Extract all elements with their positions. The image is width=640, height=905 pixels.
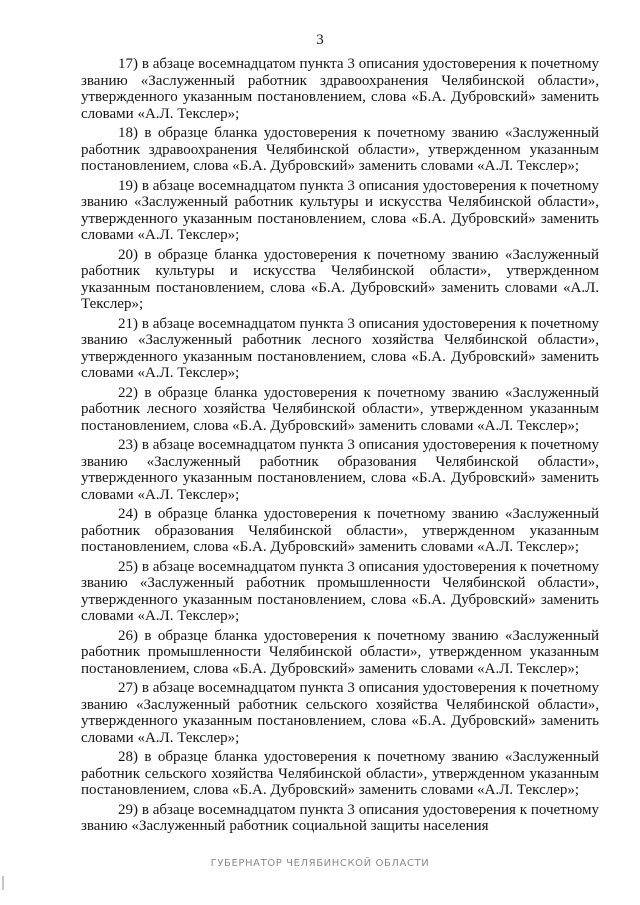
paragraph-19: 19) в абзаце восемнадцатом пункта 3 описания удостоверения к почетному званию «Заслуженный работник культуры и искусства Челябинской области», утвержденного указанным постановлением, слова «Б.А. Дубровский» заменить словами «А.Л. Текслер»; bbox=[81, 177, 599, 243]
paragraph-24: 24) в образце бланка удостоверения к почетному званию «Заслуженный работник образования Челябинской области», утвержденном указанным постановлением, слова «Б.А. Дубровский» заменить словами «А.Л. Текслер»; bbox=[81, 506, 599, 555]
paragraph-17: 17) в абзаце восемнадцатом пункта 3 описания удостоверения к почетному званию «Заслуженный работник здравоохранения Челябинской области», утвержденного указанным постановлением, слова «Б.А. Дубровский» заменить словами «А.Л. Текслер»; bbox=[81, 56, 599, 122]
paragraph-22: 22) в образце бланка удостоверения к почетному званию «Заслуженный работник лесного хозяйства Челябинской области», утвержденном указанным постановлением, слова «Б.А. Дубровский» заменить словами «А.Л. Текслер»; bbox=[81, 384, 599, 434]
paragraph-21: 21) в абзаце восемнадцатом пункта 3 описания удостоверения к почетному званию «Заслуженный работник лесного хозяйства Челябинской области», утвержденного указанным постановлением, слова «Б.А. Дубровский» заменить словами «А.Л. Текслер»; bbox=[81, 315, 599, 381]
paragraph-26: 26) в образце бланка удостоверения к почетному званию «Заслуженный работник промышленности Челябинской области», утвержденном указанным постановлением, слова «Б.А. Дубровский» заменить словами «А.Л. Текслер»; bbox=[81, 627, 599, 677]
paragraph-27: 27) в абзаце восемнадцатом пункта 3 описания удостоверения к почетному званию «Заслуженный работник сельского хозяйства Челябинской области», утвержденного указанным постановлением, слова «Б.А. Дубровский» заменить словами «А.Л. Текслер»; bbox=[81, 680, 599, 746]
paragraph-25: 25) в абзаце восемнадцатом пункта 3 описания удостоверения к почетному званию «Заслуженный работник промышленности Челябинской области», утвержденного указанным постановлением, слова «Б.А. Дубровский» заменить словами «А.Л. Текслер»; bbox=[81, 558, 599, 624]
page-number: 3 bbox=[316, 32, 324, 48]
footer-letterhead: ГУБЕРНАТОР ЧЕЛЯБИНСКОЙ ОБЛАСТИ bbox=[210, 858, 430, 869]
paragraph-18: 18) в образце бланка удостоверения к почетному званию «Заслуженный работник здравоохранения Челябинской области», утвержденном указанным постановлением, слова «Б.А. Дубровский» заменить словами «А.Л. Текслер»; bbox=[81, 125, 599, 174]
scan-edge-mark bbox=[2, 876, 4, 890]
paragraph-28: 28) в образце бланка удостоверения к почетному званию «Заслуженный работник сельского хозяйства Челябинской области», утвержденном указанным постановлением, слова «Б.А. Дубровский» заменить словами «А.Л. Текслер»; bbox=[81, 749, 599, 798]
paragraph-23: 23) в абзаце восемнадцатом пункта 3 описания удостоверения к почетному званию «Заслуженный работник образования Челябинской области», утвержденного указанным постановлением, слова «Б.А. Дубровский» заменить словами «А.Л. Текслер»; bbox=[81, 437, 599, 503]
document-body bbox=[81, 56, 599, 838]
paragraph-20: 20) в образце бланка удостоверения к почетному званию «Заслуженный работник культуры и искусства Челябинской области», утвержденном указанным постановлением, слова «Б.А. Дубровский» заменить словами «А.Л. Текслер»; bbox=[81, 246, 599, 312]
paragraph-29: 29) в абзаце восемнадцатом пункта 3 описания удостоверения к почетному званию «Заслуженный работник социальной защиты населения bbox=[81, 801, 599, 834]
